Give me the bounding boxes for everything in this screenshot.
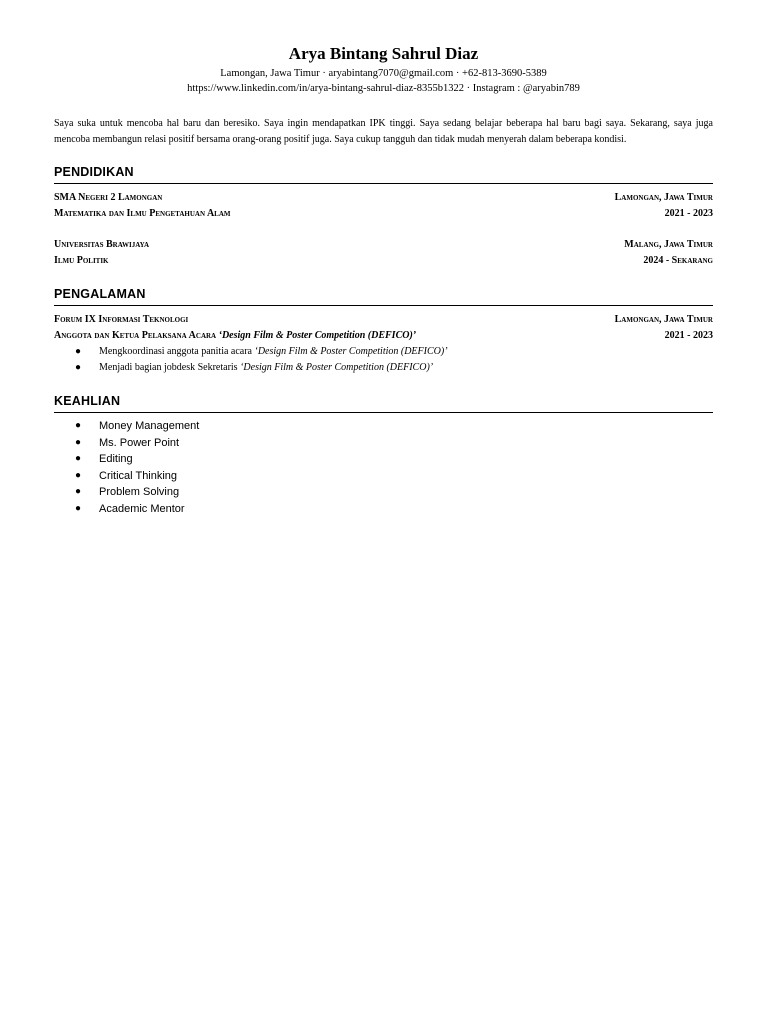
skill-item <box>54 484 713 501</box>
education-institution: SMA Negeri 2 Lamongan <box>54 192 163 203</box>
bullet-dot-icon: ● <box>75 420 82 431</box>
experience-location: Lamongan, Jawa Timur <box>614 314 713 325</box>
skill-label: Problem Solving <box>99 486 180 498</box>
experience-bullet-list <box>54 344 713 376</box>
bullet-dot-icon: ● <box>75 362 82 373</box>
experience-role-prefix: Anggota dan Ketua Pelaksana Acara <box>54 330 219 341</box>
experience-bullet-event: ‘Design Film & Poster Competition (DEFICO)’ <box>240 362 434 373</box>
skill-item <box>54 468 713 485</box>
education-program: Ilmu Politik <box>54 255 109 266</box>
experience-period: 2021 - 2023 <box>664 330 713 341</box>
skill-label: Academic Mentor <box>99 502 185 515</box>
experience-bullet-text: Menjadi bagian jobdesk Sekretaris <box>99 362 241 373</box>
experience-organization: Forum IX Informasi Teknologi <box>54 314 189 325</box>
summary-paragraph: Saya suka untuk mencoba hal baru dan beresiko. Saya ingin mendapatkan IPK tinggi. Saya sedang belajar beberapa hal baru bagi saya. Sekarang, saya juga mencoba membangun relasi positif bersama orang-orang positif juga. Saya cukup tangguh dan tidak mudah menyerah dalam beberapa kondisi. <box>54 118 713 145</box>
bullet-dot-icon: ● <box>75 502 82 514</box>
skill-item <box>54 418 713 435</box>
skill-label: Editing <box>99 453 133 465</box>
education-period: 2024 - Sekarang <box>643 255 713 266</box>
bullet-dot-icon: ● <box>75 436 82 448</box>
education-entry <box>54 237 713 269</box>
bullet-dot-icon: ● <box>75 486 82 497</box>
experience-role-event: ‘Design Film & Poster Competition (DEFICO)’ <box>218 330 417 341</box>
education-location: Malang, Jawa Timur <box>624 239 713 250</box>
skills-section-title: KEAHLIAN <box>54 394 713 413</box>
experience-entry <box>54 312 713 376</box>
contact-line-1: Lamongan, Jawa Timur · aryabintang7070@gmail.com · +62-813-3690-5389 <box>220 68 547 79</box>
bullet-dot-icon: ● <box>75 453 82 464</box>
resume-page <box>54 44 713 517</box>
skills-list <box>54 418 713 517</box>
skill-label: Ms. Power Point <box>99 436 180 449</box>
experience-section-title: PENGALAMAN <box>54 287 713 306</box>
education-location: Lamongan, Jawa Timur <box>614 192 713 203</box>
experience-bullet <box>54 344 713 360</box>
skill-item <box>54 501 713 518</box>
candidate-name: Arya Bintang Sahrul Diaz <box>288 44 479 63</box>
skill-item <box>54 451 713 468</box>
education-section-title: PENDIDIKAN <box>54 165 713 184</box>
education-period: 2021 - 2023 <box>664 208 713 219</box>
experience-bullet-event: ‘Design Film & Poster Competition (DEFICO)’ <box>254 346 448 357</box>
bullet-dot-icon: ● <box>75 469 82 481</box>
skill-label: Money Management <box>99 420 200 432</box>
skill-item <box>54 435 713 452</box>
experience-role <box>54 328 416 344</box>
experience-bullet <box>54 360 713 376</box>
education-institution: Universitas Brawijaya <box>54 239 150 250</box>
experience-bullet-text: Mengkoordinasi anggota panitia acara <box>99 346 255 357</box>
contact-line-2: https://www.linkedin.com/in/arya-bintang-sahrul-diaz-8355b1322 · Instagram : @aryabin789 <box>187 83 580 94</box>
education-entry <box>54 190 713 222</box>
education-program: Matematika dan Ilmu Pengetahuan Alam <box>54 208 231 219</box>
bullet-dot-icon: ● <box>75 346 82 357</box>
skill-label: Critical Thinking <box>99 469 178 482</box>
